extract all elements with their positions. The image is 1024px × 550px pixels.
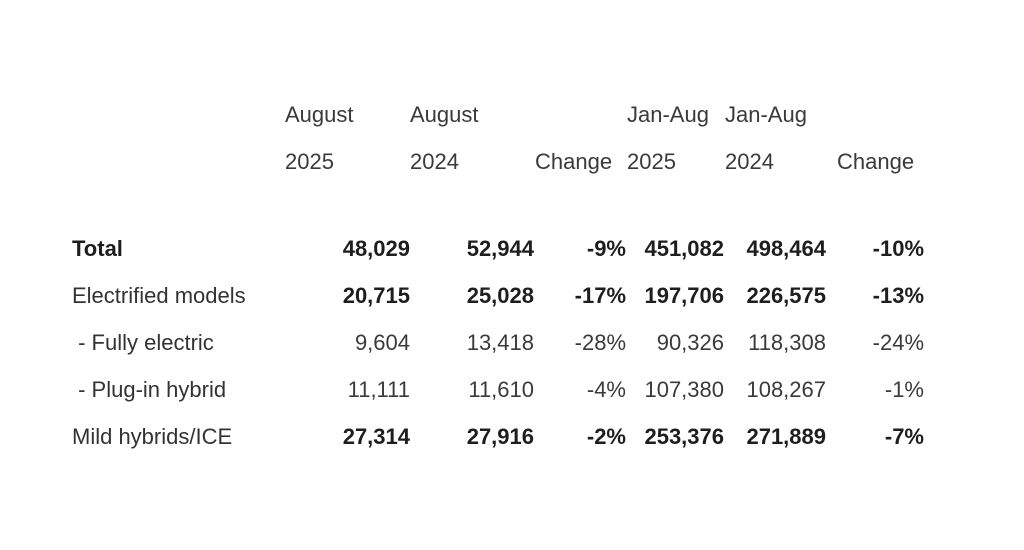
table-row-mild-hybrids-ice	[0, 426, 1024, 456]
value-august-2024: 25,028	[466, 283, 534, 308]
header-august-2025-year: 2025	[285, 149, 334, 174]
value-ytd-change: -1%	[884, 377, 924, 402]
header-ytd-2024-year: 2024	[725, 149, 774, 174]
header-august-2024-year: 2024	[410, 149, 459, 174]
value-month-change: -28%	[574, 330, 626, 355]
value-august-2024: 13,418	[466, 330, 534, 355]
value-august-2025: 20,715	[342, 283, 410, 308]
value-ytd-2025: 451,082	[644, 236, 724, 261]
value-ytd-2025: 253,376	[644, 424, 724, 449]
value-month-change: -4%	[586, 377, 626, 402]
table-row-fully-electric	[0, 332, 1024, 362]
table-row-electrified	[0, 285, 1024, 315]
header-month-change: Change	[535, 149, 613, 174]
table-row-plug-in-hybrid	[0, 379, 1024, 409]
value-ytd-2024: 118,308	[748, 330, 826, 355]
value-month-change: -17%	[574, 283, 626, 308]
value-ytd-change: -13%	[872, 283, 924, 308]
value-ytd-2025: 197,706	[644, 283, 724, 308]
value-month-change: -9%	[586, 236, 626, 261]
value-august-2025: 27,314	[342, 424, 410, 449]
value-ytd-2024: 226,575	[746, 283, 826, 308]
value-ytd-change: -10%	[872, 236, 924, 261]
value-month-change: -2%	[586, 424, 626, 449]
value-august-2024: 52,944	[466, 236, 534, 261]
row-label: - Fully electric	[72, 330, 214, 355]
value-august-2025: 9,604	[354, 330, 410, 355]
header-ytd-2025-year: 2025	[627, 149, 676, 174]
header-ytd-change: Change	[837, 149, 915, 174]
value-august-2025: 48,029	[342, 236, 410, 261]
value-august-2024: 27,916	[466, 424, 534, 449]
value-ytd-change: -7%	[884, 424, 924, 449]
value-ytd-2024: 271,889	[746, 424, 826, 449]
row-label: Electrified models	[72, 283, 246, 308]
value-ytd-2024: 108,267	[746, 377, 826, 402]
table-row-total	[0, 238, 1024, 268]
header-august-2025-month: August	[285, 102, 354, 127]
header-ytd-2024-period: Jan-Aug	[725, 102, 807, 127]
row-label: - Plug-in hybrid	[72, 377, 227, 402]
row-label: Mild hybrids/ICE	[72, 424, 233, 449]
value-ytd-2025: 107,380	[644, 377, 724, 402]
header-ytd-2025-period: Jan-Aug	[627, 102, 709, 127]
value-august-2025: 11,111	[347, 377, 410, 402]
header-august-2024-month: August	[410, 102, 479, 127]
value-august-2024: 11,610	[468, 377, 534, 402]
row-label: Total	[72, 236, 123, 261]
value-ytd-change: -24%	[872, 330, 924, 355]
value-ytd-2024: 498,464	[746, 236, 826, 261]
value-ytd-2025: 90,326	[656, 330, 724, 355]
